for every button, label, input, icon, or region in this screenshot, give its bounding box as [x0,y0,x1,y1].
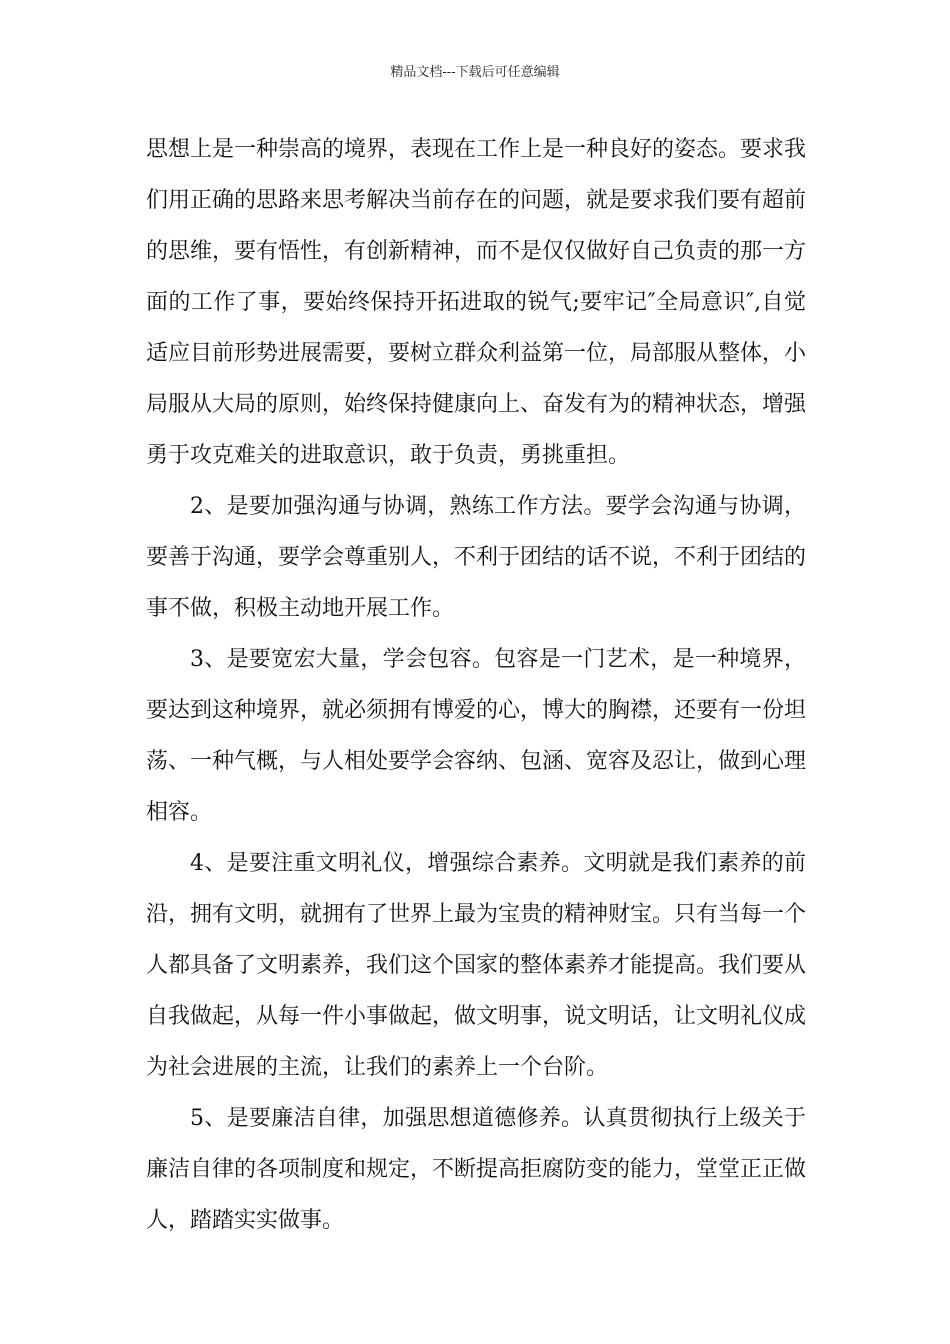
paragraph-item-5: 5、是要廉洁自律，加强思想道德修养。认真贯彻执行上级关于廉洁自律的各项制度和规定，不断提高拒腐防变的能力，堂堂正正做人，踏踏实实做事。 [146,1106,807,1233]
paragraph-continuation: 思想上是一种崇高的境界，表现在工作上是一种良好的姿态。要求我们用正确的思路来思考解决当前存在的问题，就是要求我们要有超前的思维，要有悟性，有创新精神，而不是仅仅做好自己负责的那一方面的工作了事，要始终保持开拓进取的锐气;要牢记″全局意识″,自觉适应目前形势进展需要，要树立群众利益第一位，局部服从整体，小局服从大局的原则，始终保持健康向上、奋发有为的精神状态，增强勇于攻克难关的进取意识，敢于负责，勇挑重担。 [146,137,807,468]
paragraph-item-4: 4、是要注重文明礼仪，增强综合素养。文明就是我们素养的前沿，拥有文明，就拥有了世界上最为宝贵的精神财宝。只有当每一个人都具备了文明素养，我们这个国家的整体素养才能提高。我们要从自我做起，从每一件小事做起，做文明事，说文明话，让文明礼仪成为社会进展的主流，让我们的素养上一个台阶。 [146,851,807,1080]
paragraph-item-3: 3、是要宽宏大量，学会包容。包容是一门艺术，是一种境界，要达到这种境界，就必须拥有博爱的心，博大的胸襟，还要有一份坦荡、一种气概，与人相处要学会容纳、包涵、宽容及忍让，做到心理相容。 [146,647,807,825]
document-body [146,124,806,1246]
page-header: 精品文档---下载后可任意编辑 [390,65,560,80]
paragraph-item-2: 2、是要加强沟通与协调，熟练工作方法。要学会沟通与协调，要善于沟通，要学会尊重别人，不利于团结的话不说，不利于团结的事不做，积极主动地开展工作。 [146,494,807,621]
